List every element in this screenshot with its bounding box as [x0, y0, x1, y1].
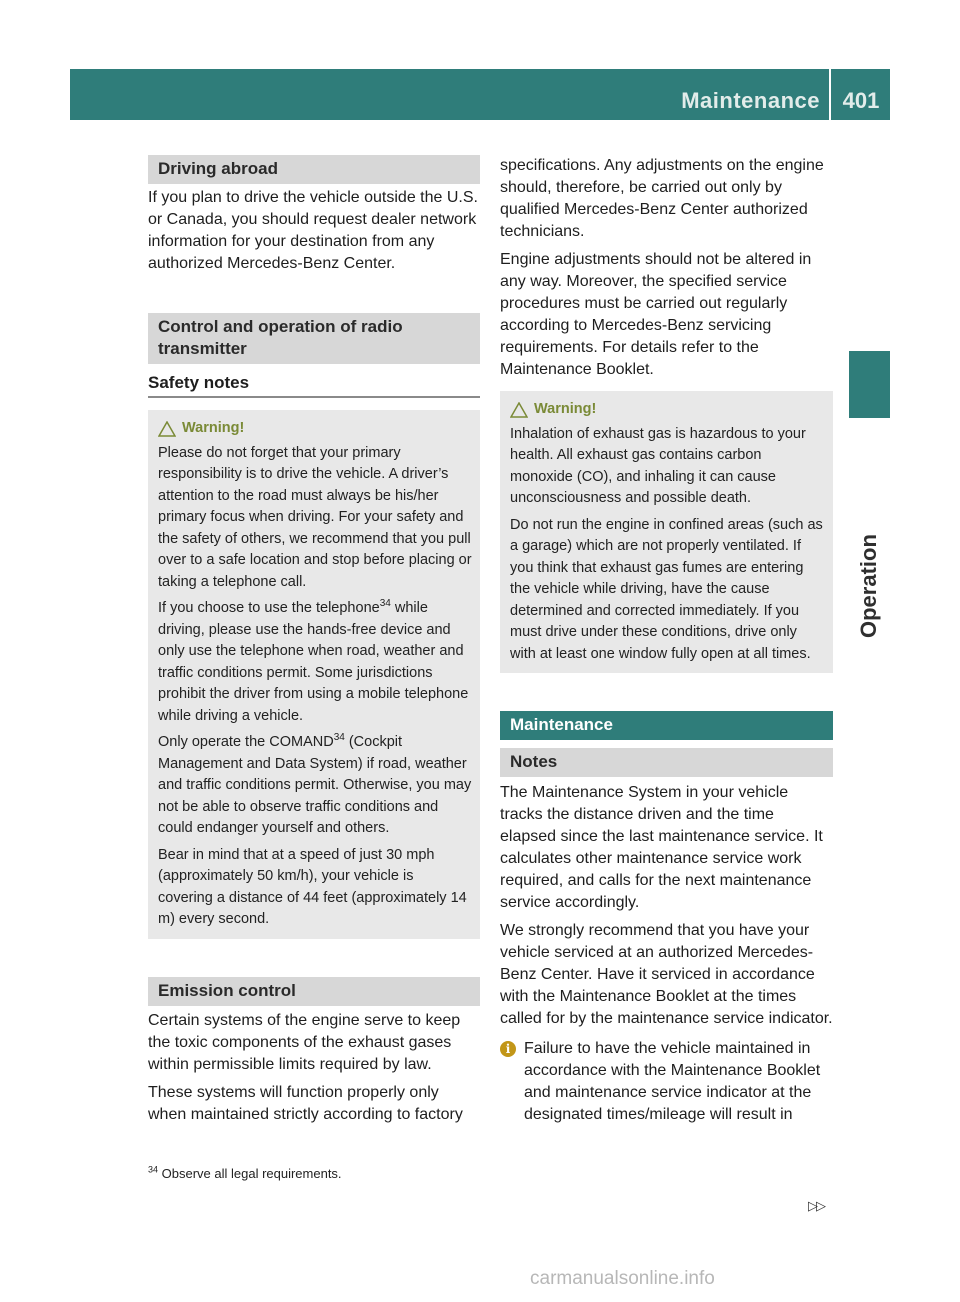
warning-paragraph: If you choose to use the telephone$^{34}$ while driving, please use the hands-free device and only use the telephone when road, weather and traffic conditions permit. Some jurisdictions prohibit the driver from using a mobile telephone while driving a vehicle. [158, 598, 469, 724]
page-number: 401 [842, 88, 880, 113]
side-tab-label: Operation [856, 534, 881, 638]
header-divider [829, 69, 831, 120]
info-icon: i [500, 1041, 516, 1057]
warning-title [158, 418, 472, 440]
maintenance-paragraph: The Maintenance System in your vehicle tracks the distance driven and the time elapsed since the last maintenance service. It calculates other maintenance service work required, and calls for the next maintenance service accordingly. [500, 784, 823, 911]
watermark: carmanualsonline.info [530, 1268, 715, 1289]
engine-spec-paragraph: specifications. Any adjustments on the engine should, therefore, be carried out only by qualified Mercedes-Benz Center authorized technicians. [500, 157, 824, 240]
warning-title-text: Warning! [534, 401, 597, 417]
right-column [500, 155, 833, 1126]
left-column [148, 155, 480, 1132]
heading-emission-control: Emission control [148, 977, 480, 1006]
warning-triangle-icon [510, 402, 528, 418]
info-note-text: Failure to have the vehicle maintained in accordance with the Maintenance Booklet and maintenance service indicator at the designated times/mileage will result in [524, 1040, 821, 1123]
engine-adjust-paragraph: Engine adjustments should not be altered in any way. Moreover, the specified service procedures must be carried out regularly according to Mercedes-Benz servicing requirements. For details refer to the Maintenance Booklet. [500, 251, 812, 378]
warning-paragraph: Do not run the engine in confined areas (such as a garage) which are not properly ventilated. If you think that exhaust gas fumes are entering the vehicle while driving, have the cause determined and corrected immediately. If you must drive under these conditions, drive only with at least one window fully open at all times. [510, 516, 823, 662]
heading-radio-transmitter: Control and operation of radio transmitter [148, 313, 480, 364]
emission-paragraph: These systems will function properly only when maintained strictly according to factory [148, 1083, 463, 1123]
heading-notes: Notes [500, 748, 833, 777]
maintenance-paragraph: We strongly recommend that you have your vehicle serviced at an authorized Mercedes-Benz Center. Have it serviced in accordance with the Maintenance Booklet at the times called for by the maintenance service indicator. [500, 922, 833, 1027]
heading-driving-abroad: Driving abroad [148, 155, 480, 184]
emission-paragraph: Certain systems of the engine serve to keep the toxic components of the exhaust gases within permissible limits required by law. [148, 1011, 461, 1073]
subheading-safety-notes: Safety notes [148, 372, 480, 398]
warning-paragraph: Inhalation of exhaust gas is hazardous to your health. All exhaust gas contains carbon monoxide (CO), and inhaling it can cause unconsciousness and possible death. [510, 425, 806, 506]
warning-paragraph: Please do not forget that your primary responsibility is to drive the vehicle. A driver’s attention to the road must always be his/her primary focus when driving. For your safety and the safety of others, we recommend that you pull over to a safe location and stop before placing or taking a telephone call. [158, 444, 472, 590]
driving-abroad-text: If you plan to drive the vehicle outside the U.S. or Canada, you should request dealer network information for your destination from any authorized Mercedes-Benz Center. [148, 189, 478, 272]
page-header [70, 69, 890, 120]
warning-triangle-icon [158, 421, 176, 437]
warning-title [510, 399, 825, 421]
warning-paragraph: Only operate the COMAND$^{34}$ (Cockpit Management and Data System) if road, weather and traffic conditions permit. Otherwise, you may not be able to observe traffic conditions and could endanger yourself and others. [158, 732, 472, 836]
footnote-number: 34 [148, 1164, 159, 1175]
warning-box-telephone [148, 410, 480, 939]
info-note [500, 1038, 833, 1126]
continue-arrow-icon: ▷▷ [808, 1198, 824, 1213]
warning-box-exhaust [500, 391, 833, 673]
side-tab-marker [849, 351, 890, 418]
heading-maintenance: Maintenance [500, 711, 833, 740]
warning-title-text: Warning! [182, 420, 245, 436]
footnote-ref: 34 [333, 732, 345, 744]
footnote [148, 1166, 342, 1181]
footnote-text: Observe all legal requirements. [158, 1166, 342, 1181]
section-title: Maintenance [681, 88, 820, 113]
warning-paragraph: Bear in mind that at a speed of just 30 mph (approximately 50 km/h), your vehicle is covering a distance of 44 feet (approximately 14 m) every second. [158, 846, 467, 927]
footnote-ref: 34 [379, 598, 391, 610]
